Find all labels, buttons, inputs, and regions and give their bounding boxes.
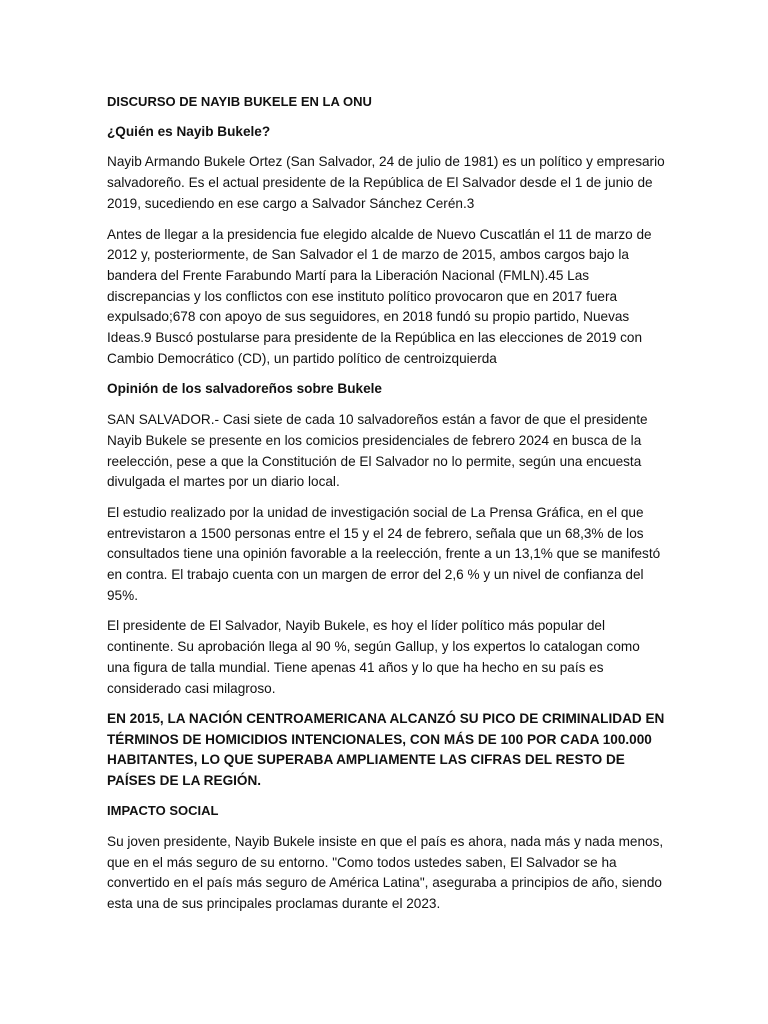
heading-who-is-bukele: ¿Quién es Nayib Bukele? <box>107 123 271 139</box>
heading-public-opinion: Opinión de los salvadoreños sobre Bukele <box>107 381 382 397</box>
paragraph-popularity: El presidente de El Salvador, Nayib Bukele, es hoy el líder político más popular del continente. Su aprobación llega al 90 %, según Gallup, y los expertos lo catalogan como una figura de talla mundial. Tiene apenas 41 años y lo que ha hecho en su país es considerado casi milagroso. <box>107 618 640 696</box>
paragraph-social-impact: Su joven presidente, Nayib Bukele insiste en que el país es ahora, nada más y nada menos, que en el más seguro de su entorno. "Como todos ustedes saben, El Salvador se ha convertido en el país más seguro de América Latina", aseguraba a principios de año, siendo esta una de sus principales proclamas durante el 2023. <box>107 833 664 912</box>
paragraph-political-career: Antes de llegar a la presidencia fue elegido alcalde de Nuevo Cuscatlán el 11 de marzo de 2012 y, posteriormente, de San Salvador el 1 de marzo de 2015, ambos cargos bajo la bandera del Frente Farabundo Martí para la Liberación Nacional (FMLN).45 Las discrepancias y los conflictos con ese instituto político provocaron que en 2017 fuera expulsado;678 con apoyo de sus seguidores, en 2018 fundó su propio partido, Nuevas Ideas.9 Buscó postularse para presidente de la República en las elecciones de 2019 con Cambio Democrático (CD), un partido político de centroizquierda <box>107 226 652 366</box>
paragraph-survey-intro: SAN SALVADOR.- Casi siete de cada 10 salvadoreños están a favor de que el presidente Nayib Bukele se presente en los comicios presidenciales de febrero 2024 en busca de la reelección, pese a que la Constitución de El Salvador no lo permite, según una encuesta divulgada el martes por un diario local. <box>107 412 648 490</box>
emphasis-crime-statement: EN 2015, LA NACIÓN CENTROAMERICANA ALCANZÓ SU PICO DE CRIMINALIDAD EN TÉRMINOS DE HOMICIDIOS INTENCIONALES, CON MÁS DE 100 POR CADA 100.000 HABITANTES, LO QUE SUPERABA AMPLIAMENTE LAS CIFRAS DEL RESTO DE PAÍSES DE LA REGIÓN. <box>107 711 665 788</box>
paragraph-survey-results: El estudio realizado por la unidad de investigación social de La Prensa Gráfica, en el que entrevistaron a 1500 personas entre el 15 y el 24 de febrero, señala que un 68,3% de los consultados tiene una opinión favorable a la reelección, frente a un 13,1% que se manifestó en contra. El trabajo cuenta con un margen de error del 2,6 % y un nivel de confianza del 95%. <box>107 504 661 603</box>
heading-social-impact: IMPACTO SOCIAL <box>107 803 219 819</box>
document-page <box>107 92 665 925</box>
document-title: DISCURSO DE NAYIB BUKELE EN LA ONU <box>107 94 372 109</box>
paragraph-biography: Nayib Armando Bukele Ortez (San Salvador, 24 de julio de 1981) es un político y empresario salvadoreño. Es el actual presidente de la República de El Salvador desde el 1 de junio de 2019, sucediendo en ese cargo a Salvador Sánchez Cerén.3 <box>107 154 665 211</box>
